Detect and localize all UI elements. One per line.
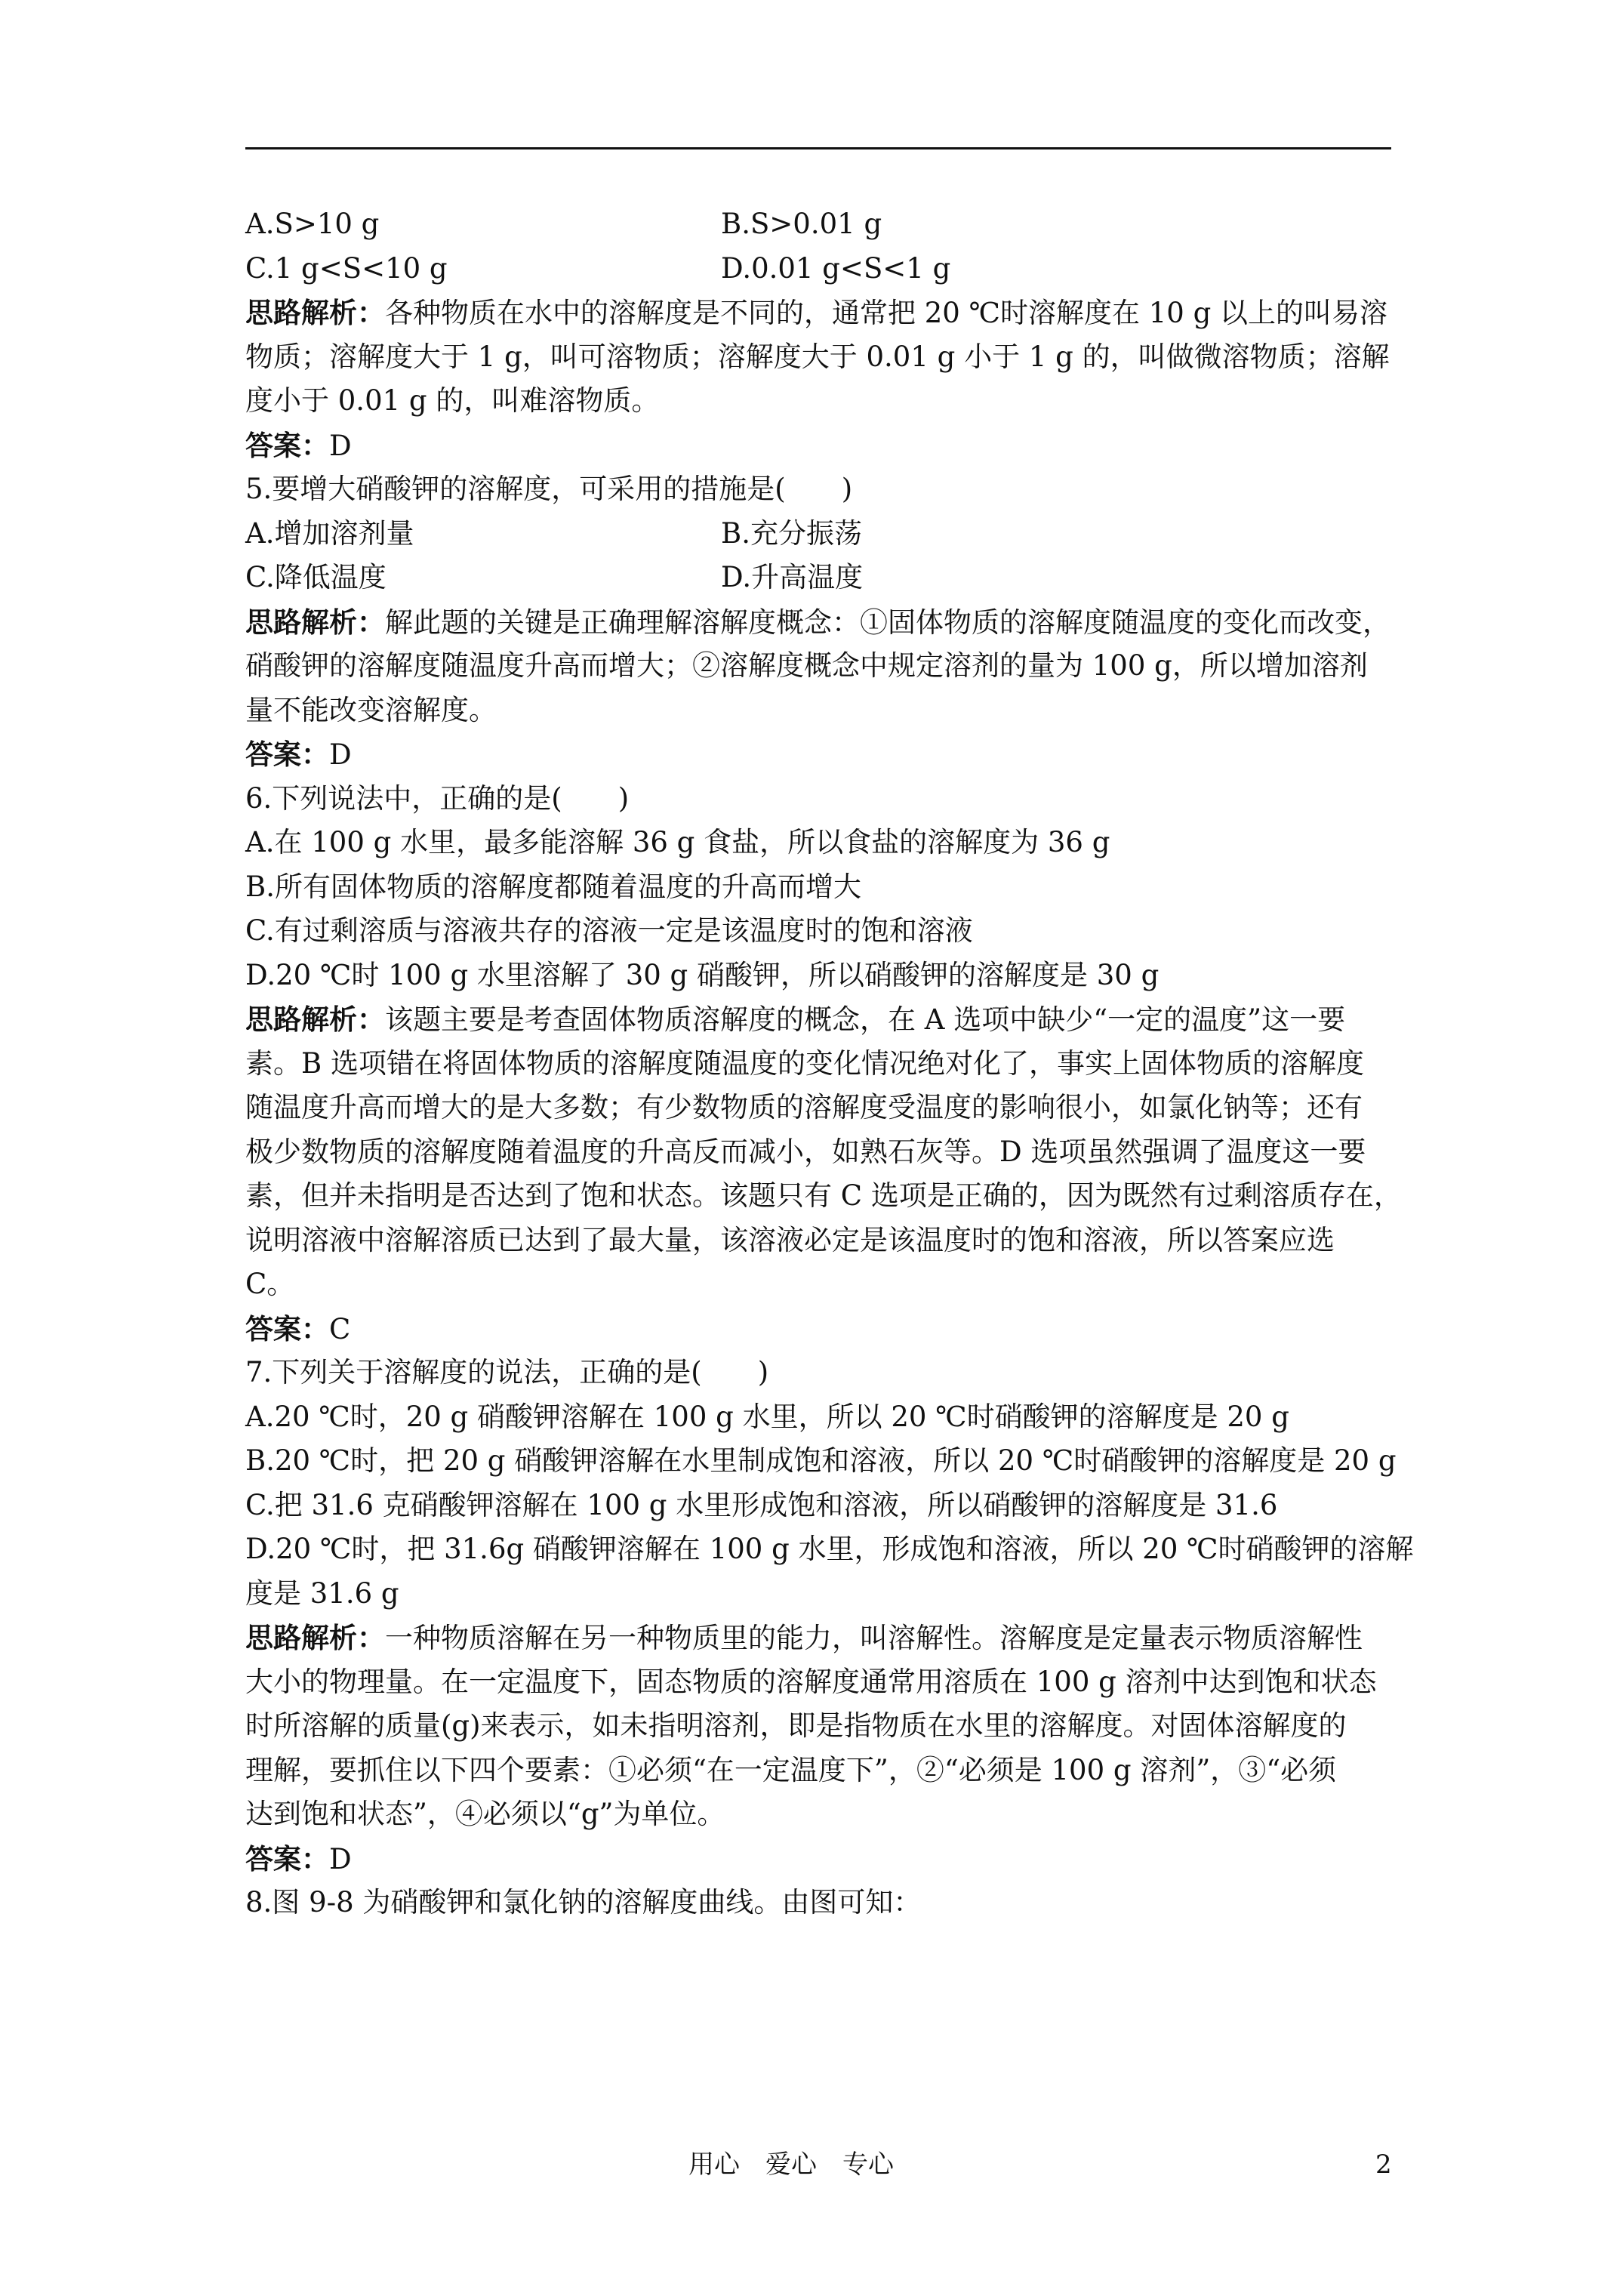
q7-stem: 7.下列关于溶解度的说法，正确的是( ) bbox=[245, 1356, 769, 1388]
page-number: 2 bbox=[1375, 2150, 1392, 2180]
q7-analysis-text: 一种物质溶解在另一种物质里的能力，叫溶解性。溶解度是定量表示物质溶解性 bbox=[385, 1622, 1363, 1654]
q6-option-d: D.20 ℃时 100 g 水里溶解了 30 g 硝酸钾，所以硝酸钾的溶解度是 30 g bbox=[245, 958, 1160, 991]
q6-option-b: B.所有固体物质的溶解度都随着温度的升高而增大 bbox=[245, 870, 861, 903]
q6-answer bbox=[245, 1307, 1404, 1351]
q6-answer-label: 答案： bbox=[245, 1311, 329, 1345]
q4-answer-label: 答案： bbox=[245, 428, 329, 462]
q4-option-c: C.1 g<S<10 g bbox=[245, 251, 448, 285]
q5-analysis-line-3: 量不能改变溶解度。 bbox=[245, 693, 497, 726]
q7-option-a: A.20 ℃时，20 g 硝酸钾溶解在 100 g 水里，所以 20 ℃时硝酸钾的溶解度是 20 g bbox=[245, 1400, 1289, 1433]
q4-answer bbox=[245, 424, 1404, 468]
q5-answer bbox=[245, 732, 1404, 777]
q6-analysis-line-6: 说明溶液中溶解溶质已达到了最大量，该溶液必定是该温度时的饱和溶液，所以答案应选 bbox=[245, 1223, 1335, 1256]
q7-answer-label: 答案： bbox=[245, 1841, 329, 1875]
q7-analysis-line-2: 大小的物理量。在一定温度下，固态物质的溶解度通常用溶质在 100 g 溶剂中达到饱和状态 bbox=[245, 1665, 1377, 1698]
q5-options-row-2 bbox=[245, 556, 1404, 600]
q7-answer bbox=[245, 1837, 1404, 1881]
q7-option-d: D.20 ℃时，把 31.6g 硝酸钾溶解在 100 g 水里，形成饱和溶液，所以 20 ℃时硝酸钾的溶解 bbox=[245, 1533, 1414, 1565]
q6-analysis-line-2: 素。B 选项错在将固体物质的溶解度随温度的变化情况绝对化了，事实上固体物质的溶解度 bbox=[245, 1046, 1364, 1080]
q7-analysis-label: 思路解析： bbox=[245, 1621, 385, 1654]
q5-option-d: D.升高温度 bbox=[721, 561, 864, 593]
q5-analysis-line-2: 硝酸钾的溶解度随温度升高而增大；②溶解度概念中规定溶剂的量为 100 g，所以增加溶剂 bbox=[245, 649, 1368, 682]
q6-stem: 6.下列说法中，正确的是( ) bbox=[245, 781, 630, 815]
q5-analysis-line-1 bbox=[245, 600, 1404, 645]
q4-analysis-line-2: 物质；溶解度大于 1 g，叫可溶物质；溶解度大于 0.01 g 小于 1 g 的，叫做微溶物质；溶解 bbox=[245, 340, 1390, 373]
q5-answer-value: D bbox=[329, 738, 352, 771]
q7-analysis-line-4: 理解，要抓住以下四个要素：①必须“在一定温度下”，②“必须是 100 g 溶剂”，③“必须 bbox=[245, 1753, 1337, 1786]
q6-analysis-line-5: 素，但并未指明是否达到了饱和状态。该题只有 C 选项是正确的，因为既然有过剩溶质存在， bbox=[245, 1179, 1402, 1212]
q5-option-b: B.充分振荡 bbox=[721, 516, 862, 550]
q6-analysis-text: 该题主要是考查固体物质溶解度的概念，在 A 选项中缺少“一定的温度”这一要 bbox=[385, 1003, 1346, 1036]
q4-answer-value: D bbox=[329, 429, 352, 462]
page-footer bbox=[0, 2146, 1623, 2184]
q4-options-row-1 bbox=[245, 202, 1404, 247]
q6-analysis-line-4: 极少数物质的溶解度随着温度的升高反而减小，如熟石灰等。D 选项虽然强调了温度这一要 bbox=[245, 1135, 1366, 1168]
q4-options-row-2 bbox=[245, 247, 1404, 291]
header-rule bbox=[245, 147, 1391, 149]
q4-analysis-line-3: 度小于 0.01 g 的，叫难溶物质。 bbox=[245, 384, 660, 417]
footer-motto: 用心 爱心 专心 bbox=[688, 2150, 894, 2180]
q5-analysis-label: 思路解析： bbox=[245, 605, 385, 639]
q5-analysis-text: 解此题的关键是正确理解溶解度概念：①固体物质的溶解度随温度的变化而改变， bbox=[385, 606, 1390, 639]
q7-option-d-cont: 度是 31.6 g bbox=[245, 1576, 399, 1610]
q5-stem: 5.要增大硝酸钾的溶解度，可采用的措施是( ) bbox=[245, 473, 853, 505]
q5-option-c: C.降低温度 bbox=[245, 561, 387, 593]
q6-answer-value: C bbox=[329, 1312, 351, 1345]
q7-option-b: B.20 ℃时，把 20 g 硝酸钾溶解在水里制成饱和溶液，所以 20 ℃时硝酸钾的溶解度是 20 g bbox=[245, 1444, 1397, 1477]
q6-option-c: C.有过剩溶质与溶液共存的溶液一定是该温度时的饱和溶液 bbox=[245, 914, 973, 947]
q7-answer-value: D bbox=[329, 1842, 352, 1875]
q6-analysis-line-7: C。 bbox=[245, 1268, 295, 1300]
q6-analysis-line-3: 随温度升高而增大的是大多数；有少数物质的溶解度受温度的影响很小，如氯化钠等；还有 bbox=[245, 1091, 1363, 1123]
q6-analysis-line-1 bbox=[245, 997, 1404, 1042]
q7-analysis-line-3: 时所溶解的质量(g)来表示，如未指明溶剂，即是指物质在水里的溶解度。对固体溶解度的 bbox=[245, 1709, 1347, 1742]
q6-analysis-label: 思路解析： bbox=[245, 1003, 385, 1036]
q5-option-a: A.增加溶剂量 bbox=[245, 516, 414, 550]
q4-option-a: A.S>10 g bbox=[245, 208, 380, 240]
q7-option-c: C.把 31.6 克硝酸钾溶解在 100 g 水里形成饱和溶液，所以硝酸钾的溶解度是 31.6 bbox=[245, 1488, 1278, 1521]
q8-stem: 8.图 9-8 为硝酸钾和氯化钠的溶解度曲线。由图可知： bbox=[245, 1886, 922, 1918]
q5-options-row-1 bbox=[245, 512, 1404, 556]
q7-analysis-line-5: 达到饱和状态”，④必须以“g”为单位。 bbox=[245, 1798, 725, 1830]
page-content bbox=[245, 202, 1414, 1925]
q5-answer-label: 答案： bbox=[245, 738, 329, 771]
q6-option-a: A.在 100 g 水里，最多能溶解 36 g 食盐，所以食盐的溶解度为 36 g bbox=[245, 826, 1110, 858]
q7-analysis-line-1 bbox=[245, 1616, 1404, 1660]
q4-option-b: B.S>0.01 g bbox=[721, 208, 882, 240]
q4-analysis-label: 思路解析： bbox=[245, 296, 385, 329]
q4-analysis-text: 各种物质在水中的溶解度是不同的，通常把 20 ℃时溶解度在 10 g 以上的叫易溶 bbox=[385, 297, 1388, 329]
q4-option-d: D.0.01 g<S<1 g bbox=[721, 251, 951, 285]
q4-analysis-line-1 bbox=[245, 291, 1404, 335]
